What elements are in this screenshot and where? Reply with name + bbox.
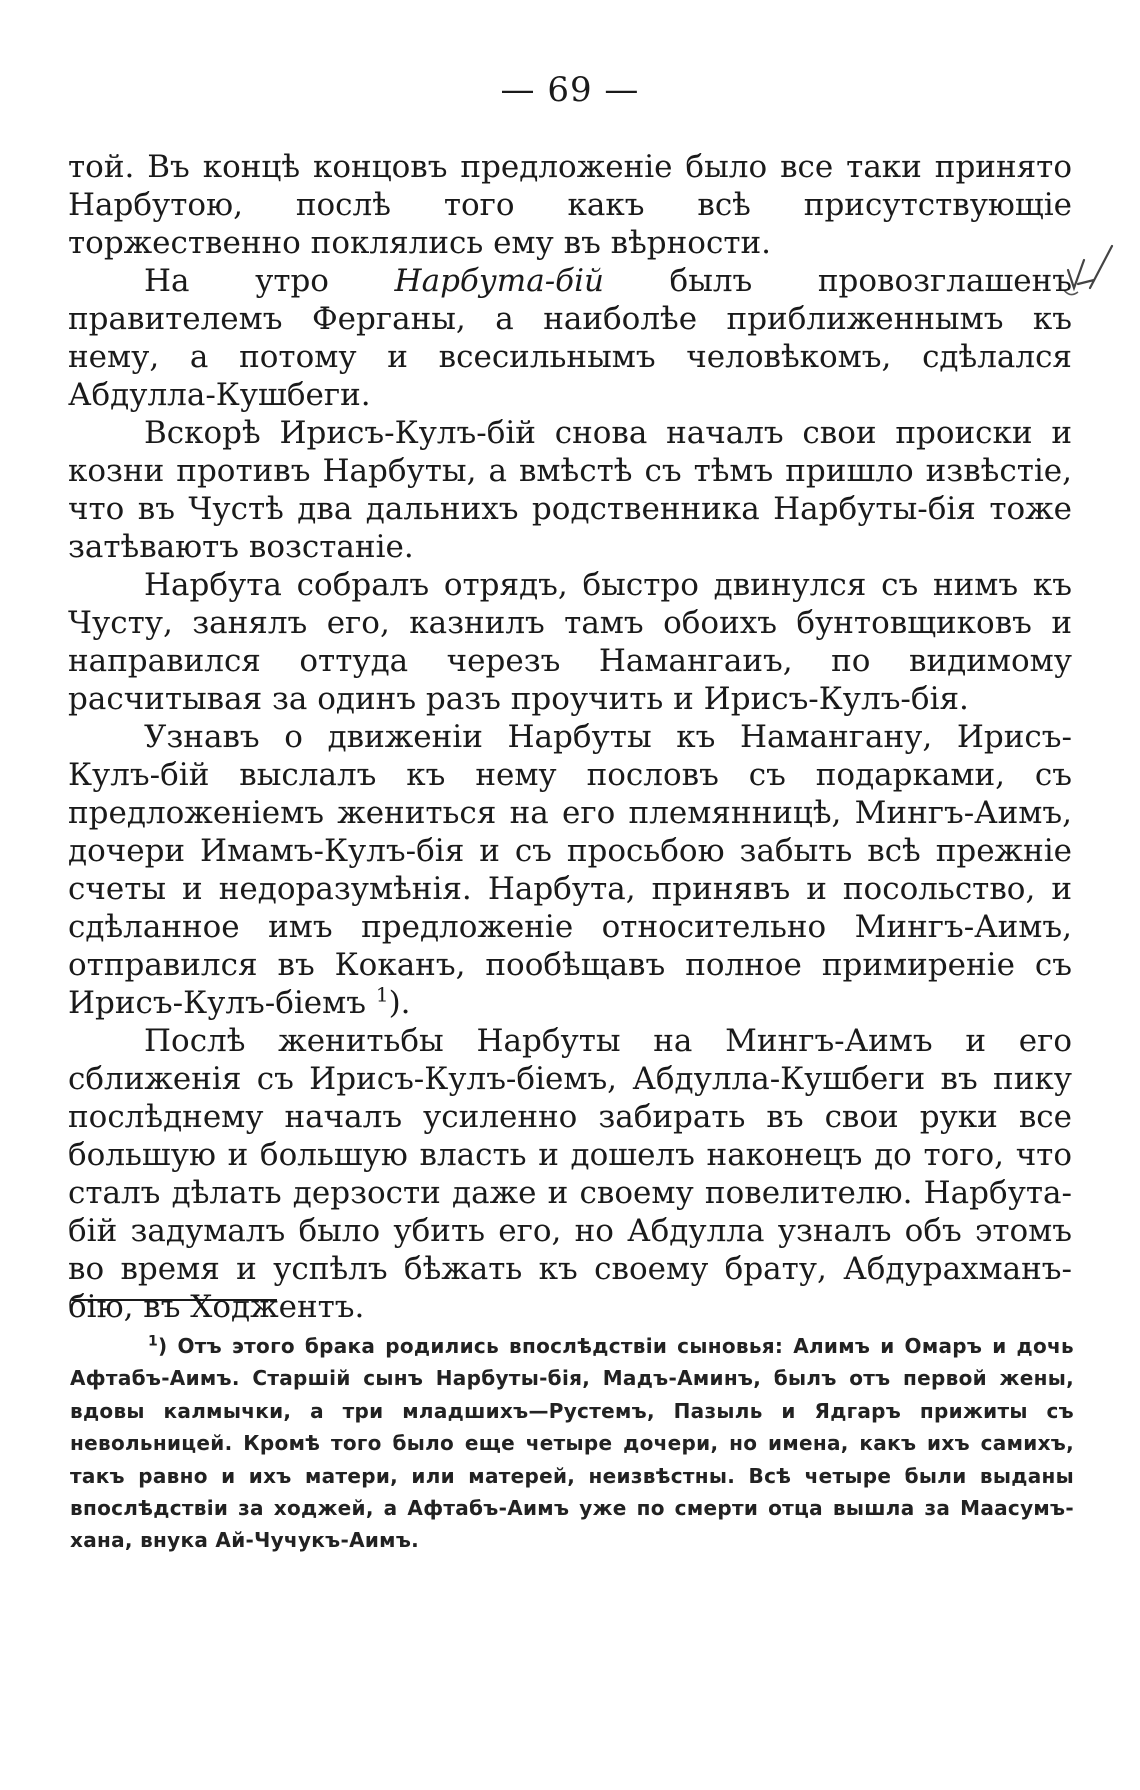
footnote-marker: 1 — [148, 1333, 159, 1350]
paragraph — [68, 262, 1072, 414]
paragraph: Вскорѣ Ирисъ-Кулъ-бій снова началъ свои происки и козни противъ Нарбуты, а вмѣстѣ съ тѣмъ пришло извѣстіе, что въ Чустѣ два дальнихъ родственника Нарбуты-бія тоже затѣваютъ возстаніе. — [68, 415, 1072, 565]
paragraph: той. Въ концѣ концовъ предложеніе было все таки принято Нарбутою, послѣ того какъ всѣ присутствующіе торжественно поклялись ему въ вѣрности. — [68, 149, 1072, 261]
footnote-text: ) Отъ этого брака родились впослѣдствіи сыновья: Алимъ и Омаръ и дочь Афтабъ-Аимъ. Старшій сынъ Нарбуты-бія, Мадъ-Аминъ, былъ отъ первой жены, вдовы калмычки, а три младшихъ—Рустемъ, Пазыль и Ядгаръ прижиты съ невольницей. Кромѣ того было еще четыре дочери, но имена, какъ ихъ самихъ, такъ равно и ихъ матери, или матерей, неизвѣстны. Всѣ четыре были выданы впослѣдствіи за ходжей, а Афтабъ-Аимъ уже по смерти отца вышла за Маасумъ-хана, внука Ай-Чучукъ-Аимъ. — [70, 1334, 1074, 1553]
paragraph-text: былъ провозглашенъ правителемъ Ферганы, а наиболѣе приближеннымъ къ нему, а потому и всесильнымъ человѣкомъ, сдѣлался Абдулла-Кушбеги. — [68, 263, 1073, 413]
paragraph-text: Узнавъ о движеніи Нарбуты къ Намангану, Ирисъ-Кулъ-бій выслалъ къ нему пословъ съ подарками, съ предложеніемъ жениться на его племянницѣ, Мингъ-Аимъ, дочери Имамъ-Кулъ-бія и съ просьбою забыть всѣ прежніе счеты и недоразумѣнія. Нарбута, принявъ и посольство, и сдѣланное имъ предложеніе относительно Мингъ-Аимъ, отправился въ Коканъ, пообѣщавъ полное примиреніе съ Ирисъ-Кулъ-біемъ — [68, 719, 1072, 1021]
paragraph-text: На утро — [144, 263, 395, 299]
footnote-reference[interactable]: 1 — [375, 982, 389, 1007]
paragraph-text: ). — [388, 985, 411, 1021]
emphasized-name: Нарбута-бій — [394, 263, 604, 299]
paragraph — [68, 718, 1072, 1022]
paragraph: Послѣ женитьбы Нарбуты на Мингъ-Аимъ и его сближенія съ Ирисъ-Кулъ-біемъ, Абдулла-Кушбеги въ пику послѣднему началъ усиленно забирать въ свои руки все большую и большую власть и дошелъ наконецъ до того, что сталъ дѣлать дерзости даже и своему повелителю. Нарбута-бій задумалъ было убить его, но Абдулла узналъ объ этомъ во время и успѣлъ бѣжать къ своему брату, Абдурахманъ-бію, въ Ходжентъ. — [68, 1023, 1072, 1325]
footnote-divider — [72, 1299, 277, 1301]
footnote — [70, 1330, 1074, 1557]
page-number: — 69 — — [500, 70, 640, 110]
body-text — [68, 148, 1072, 1326]
paragraph: Нарбута собралъ отрядъ, быстро двинулся съ нимъ къ Чусту, занялъ его, казнилъ тамъ обоихъ бунтовщиковъ и направился оттуда черезъ Намангаиъ, по видимому расчитывая за одинъ разъ проучить и Ирисъ-Кулъ-бія. — [68, 567, 1072, 717]
